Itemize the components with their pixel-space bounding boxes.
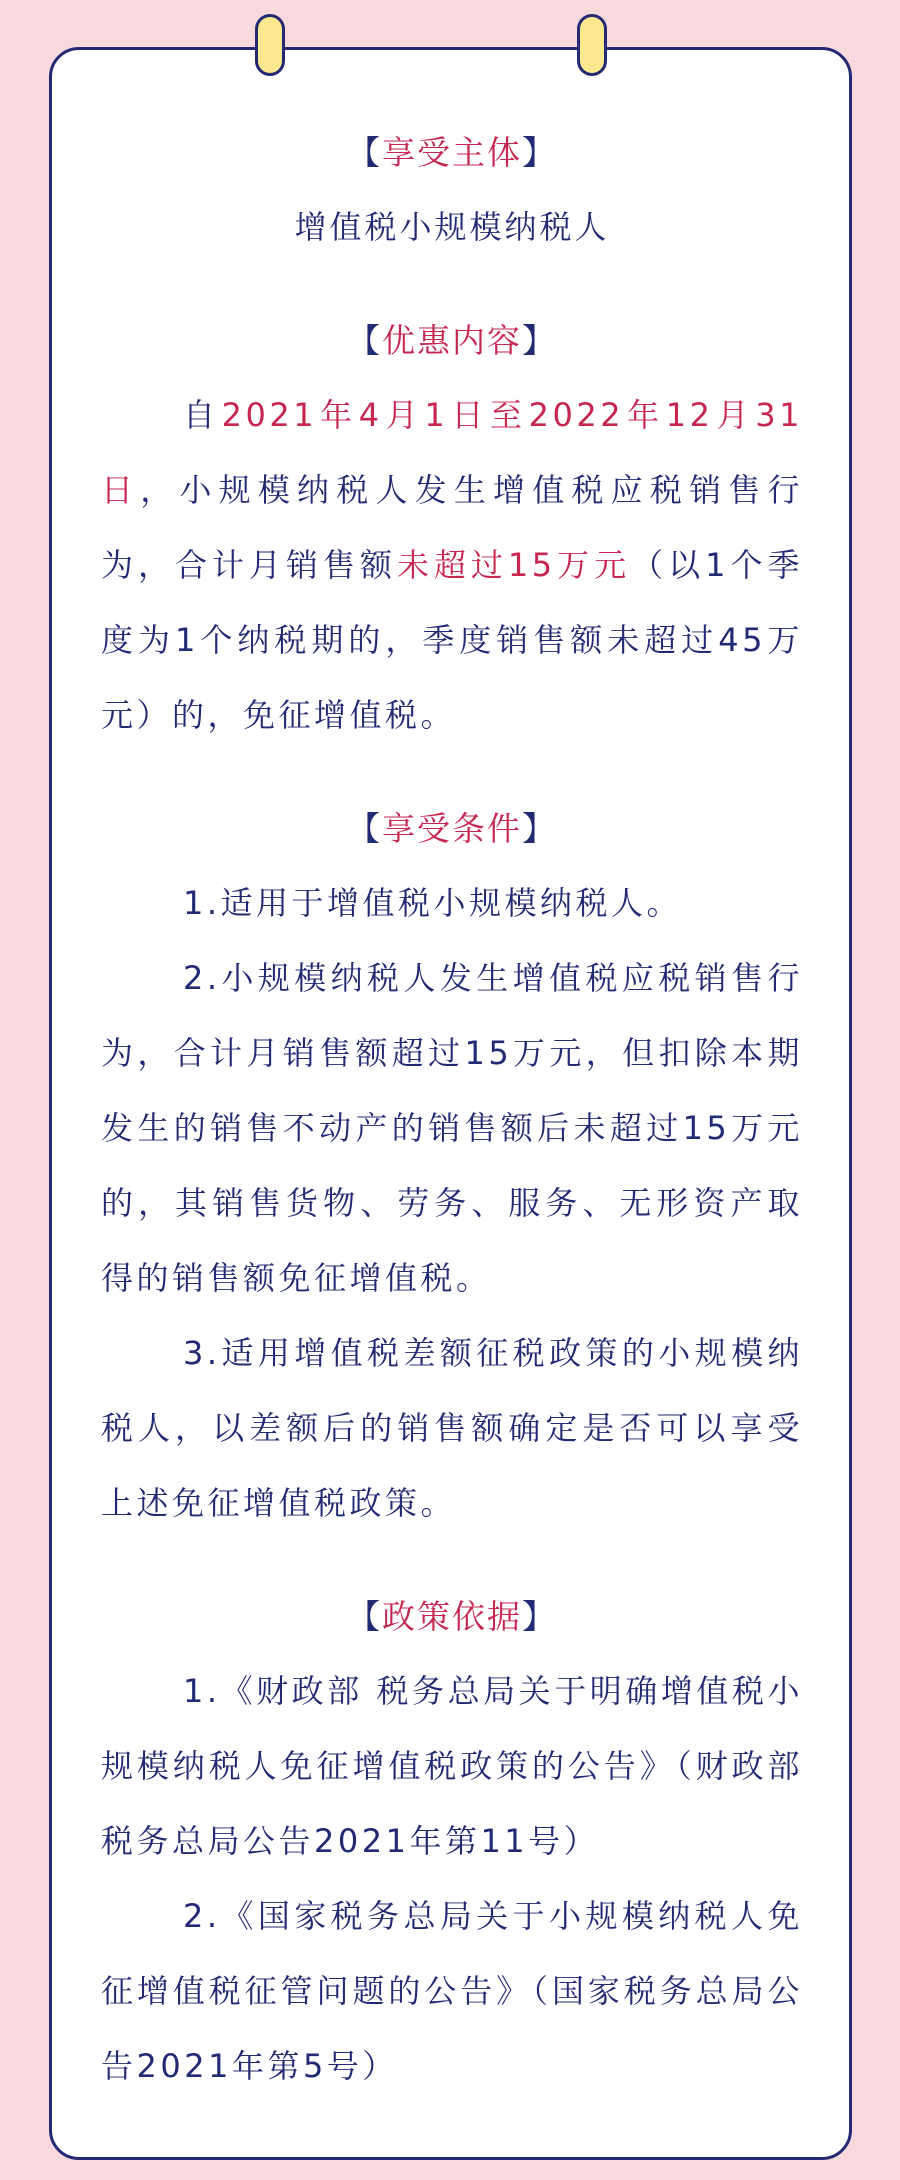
benefit-limit: 未超过15万元 xyxy=(396,546,632,584)
benefit-heading: 【优惠内容】 xyxy=(347,321,557,360)
section-gap xyxy=(101,1541,803,1579)
binder-ring-left-icon xyxy=(255,14,285,76)
basis-item-2: 2.《国家税务总局关于小规模纳税人免征增值税征管问题的公告》（国家税务总局公告2021年第5号） xyxy=(101,1897,803,2085)
binder-ring-right-icon xyxy=(577,14,607,76)
condition-item-2: 2.小规模纳税人发生增值税应税销售行为，合计月销售额超过15万元，但扣除本期发生的销售不动产的销售额后未超过15万元的，其销售货物、劳务、服务、无形资产取得的销售额免征增值税。 xyxy=(101,959,803,1297)
benefit-period: 2021年4月1日至2022年12月31日 xyxy=(101,396,803,509)
condition-item-3: 3.适用增值税差额征税政策的小规模纳税人，以差额后的销售额确定是否可以享受上述免征增值税政策。 xyxy=(101,1334,803,1522)
conditions-heading: 【享受条件】 xyxy=(347,809,557,848)
subject-text: 增值税小规模纳税人 xyxy=(294,208,610,246)
benefit-paragraph: 自2021年4月1日至2022年12月31日，小规模纳税人发生增值税应税销售行为，合计月销售额未超过15万元（以1个季度为1个纳税期的，季度销售额未超过45万元）的，免征增值税。 xyxy=(101,396,803,734)
condition-item-1: 1.适用于增值税小规模纳税人。 xyxy=(183,884,683,922)
basis-heading: 【政策依据】 xyxy=(347,1597,557,1636)
conditions-section xyxy=(101,791,803,1541)
conditions-heading-label: 享受条件 xyxy=(382,809,522,848)
basis-item-1: 1.《财政部 税务总局关于明确增值税小规模纳税人免征增值税政策的公告》（财政部 税务总局公告2021年第11号） xyxy=(101,1672,803,1860)
subject-section xyxy=(101,115,803,265)
subject-heading: 【享受主体】 xyxy=(347,133,557,172)
basis-section xyxy=(101,1579,803,2104)
section-gap xyxy=(101,753,803,791)
notice-content xyxy=(101,115,803,2104)
benefit-section xyxy=(101,303,803,753)
benefit-heading-label: 优惠内容 xyxy=(382,321,522,360)
section-gap xyxy=(101,265,803,303)
subject-heading-label: 享受主体 xyxy=(382,133,522,172)
basis-heading-label: 政策依据 xyxy=(382,1597,522,1636)
